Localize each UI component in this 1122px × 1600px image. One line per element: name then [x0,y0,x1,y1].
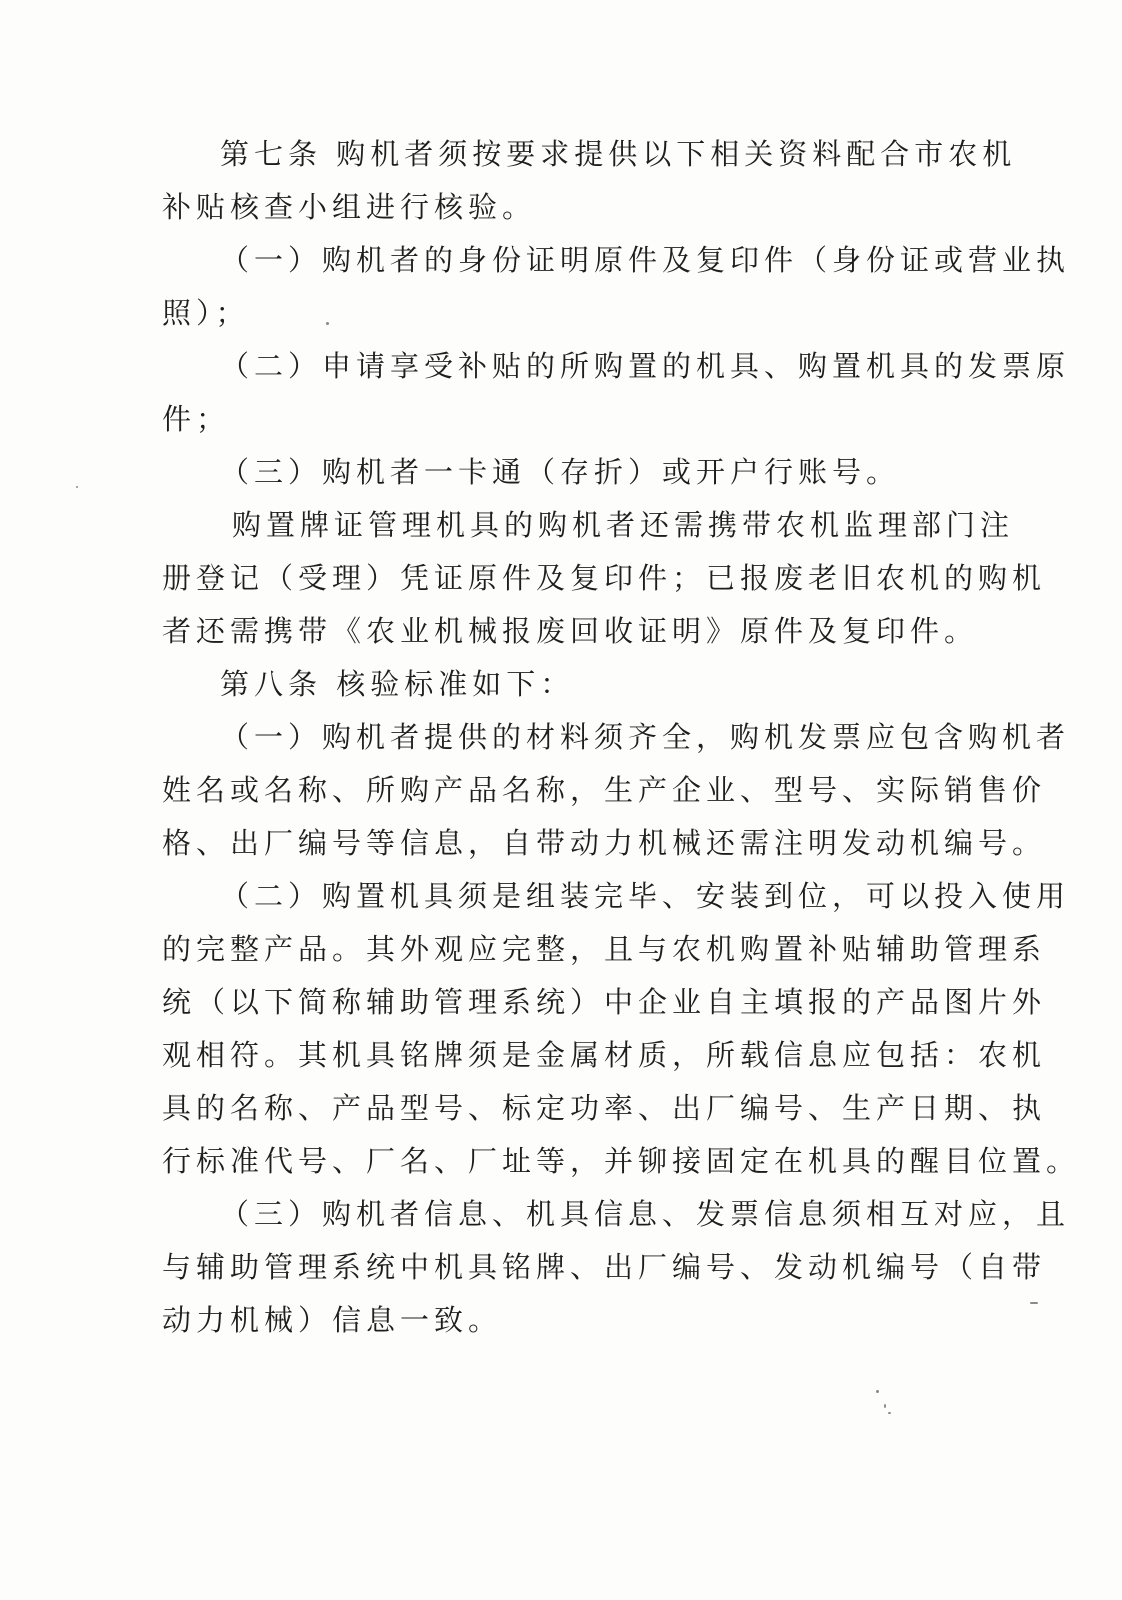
standard-1-line-2: 姓名或名称、所购产品名称，生产企业、型号、实际销售价 [162,773,1047,807]
scan-speck [888,1412,891,1414]
article-8-heading: 第八条 核验标准如下： [220,667,575,701]
license-paragraph-line-2: 册登记（受理）凭证原件及复印件；已报废老旧农机的购机 [162,561,1047,595]
item-1-continued: 照）； [162,296,250,330]
standard-3-line-3: 动力机械）信息一致。 [162,1303,503,1337]
scan-speck [884,1404,886,1408]
document-body [162,128,1081,1347]
item-3-line: （三）购机者一卡通（存折）或开户行账号。 [220,455,901,489]
scan-speck [1030,1302,1038,1304]
standard-2-line-1: （二）购置机具须是组装完毕、安装到位，可以投入使用 [220,879,1071,913]
standard-2-line-2: 的完整产品。其外观应完整，且与农机购置补贴辅助管理系 [162,932,1047,966]
standard-2-line-3: 统（以下简称辅助管理系统）中企业自主填报的产品图片外 [162,985,1047,1019]
license-paragraph-line-3: 者还需携带《农业机械报废回收证明》原件及复印件。 [162,614,979,648]
scan-speck [326,322,329,325]
article-7-heading: 第七条 购机者须按要求提供以下相关资料配合市农机 [220,137,1017,171]
standard-3-line-1: （三）购机者信息、机具信息、发票信息须相互对应，且 [220,1197,1071,1231]
scan-speck [76,486,78,488]
standard-2-line-4: 观相符。其机具铭牌须是金属材质，所载信息应包括：农机 [162,1038,1047,1072]
standard-2-line-5: 具的名称、产品型号、标定功率、出厂编号、生产日期、执 [162,1091,1047,1125]
scan-speck [876,1390,879,1393]
article-7-continued: 补贴核查小组进行核验。 [162,190,537,224]
item-2-line: （二）申请享受补贴的所购置的机具、购置机具的发票原 [220,349,1071,383]
item-1-line: （一）购机者的身份证明原件及复印件（身份证或营业执 [220,243,1071,277]
license-paragraph-line-1: 购置牌证管理机具的购机者还需携带农机监理部门注 [232,508,1015,542]
standard-2-line-6: 行标准代号、厂名、厂址等，并铆接固定在机具的醒目位置。 [162,1144,1081,1178]
standard-1-line-1: （一）购机者提供的材料须齐全，购机发票应包含购机者 [220,720,1071,754]
item-2-continued: 件； [162,402,231,436]
standard-1-line-3: 格、出厂编号等信息，自带动力机械还需注明发动机编号。 [162,826,1047,860]
standard-3-line-2: 与辅助管理系统中机具铭牌、出厂编号、发动机编号（自带 [162,1250,1047,1284]
